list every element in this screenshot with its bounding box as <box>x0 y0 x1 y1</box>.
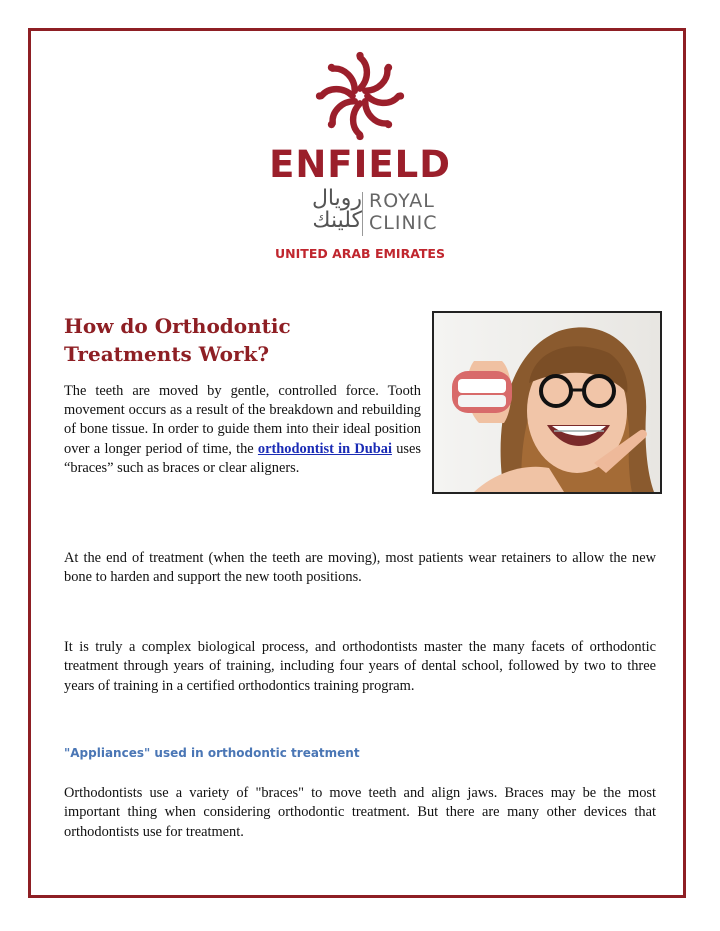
paragraph-retainers: At the end of treatment (when the teeth are moving), most patients wear retainers to allow the new bone to harden and support the new tooth positions. <box>64 550 656 586</box>
article-title: How do Orthodontic Treatments Work? <box>64 314 291 366</box>
brand-country: UNITED ARAB EMIRATES <box>275 246 445 261</box>
intro-text-before: The teeth are moved by gentle, controlled force. Tooth movement occurs as a result of the breakdown and rebuilding of bone tissue. In order to guide them into their ideal position over a longer period of time, the <box>64 383 421 457</box>
flower-logo-icon <box>270 50 450 142</box>
brand-name: ENFIELD <box>269 143 451 186</box>
brand-clinic: CLINIC <box>369 212 438 234</box>
intro-paragraph <box>64 382 421 478</box>
orthodontist-dubai-link[interactable]: orthodontist in Dubai <box>257 440 392 457</box>
paragraph-braces: Orthodontists use a variety of "braces" to move teeth and align jaws. Braces may be the most important thing when considering orthodontic treatment. But there are many other devices that orthodontists use for treatment. <box>64 785 656 840</box>
brand-divider <box>362 192 363 236</box>
paragraph-biological-process: It is truly a complex biological process, and orthodontists master the many facets of orthodontic treatment through years of training, including four years of dental school, followed by two to three years of training in a certified orthodontics training program. <box>64 639 656 694</box>
arabic-line-1: رويال <box>311 186 362 211</box>
brand-subtitle <box>369 190 438 234</box>
appliances-subheading: "Appliances" used in orthodontic treatment <box>64 746 360 760</box>
brand-royal: ROYAL <box>369 190 435 212</box>
intro-text-after: uses “braces” such as braces or clear aligners. <box>64 440 421 476</box>
arabic-line-2: كلينك <box>312 208 362 233</box>
brand-arabic-name <box>278 188 362 232</box>
woman-with-braces-photo <box>432 311 662 494</box>
